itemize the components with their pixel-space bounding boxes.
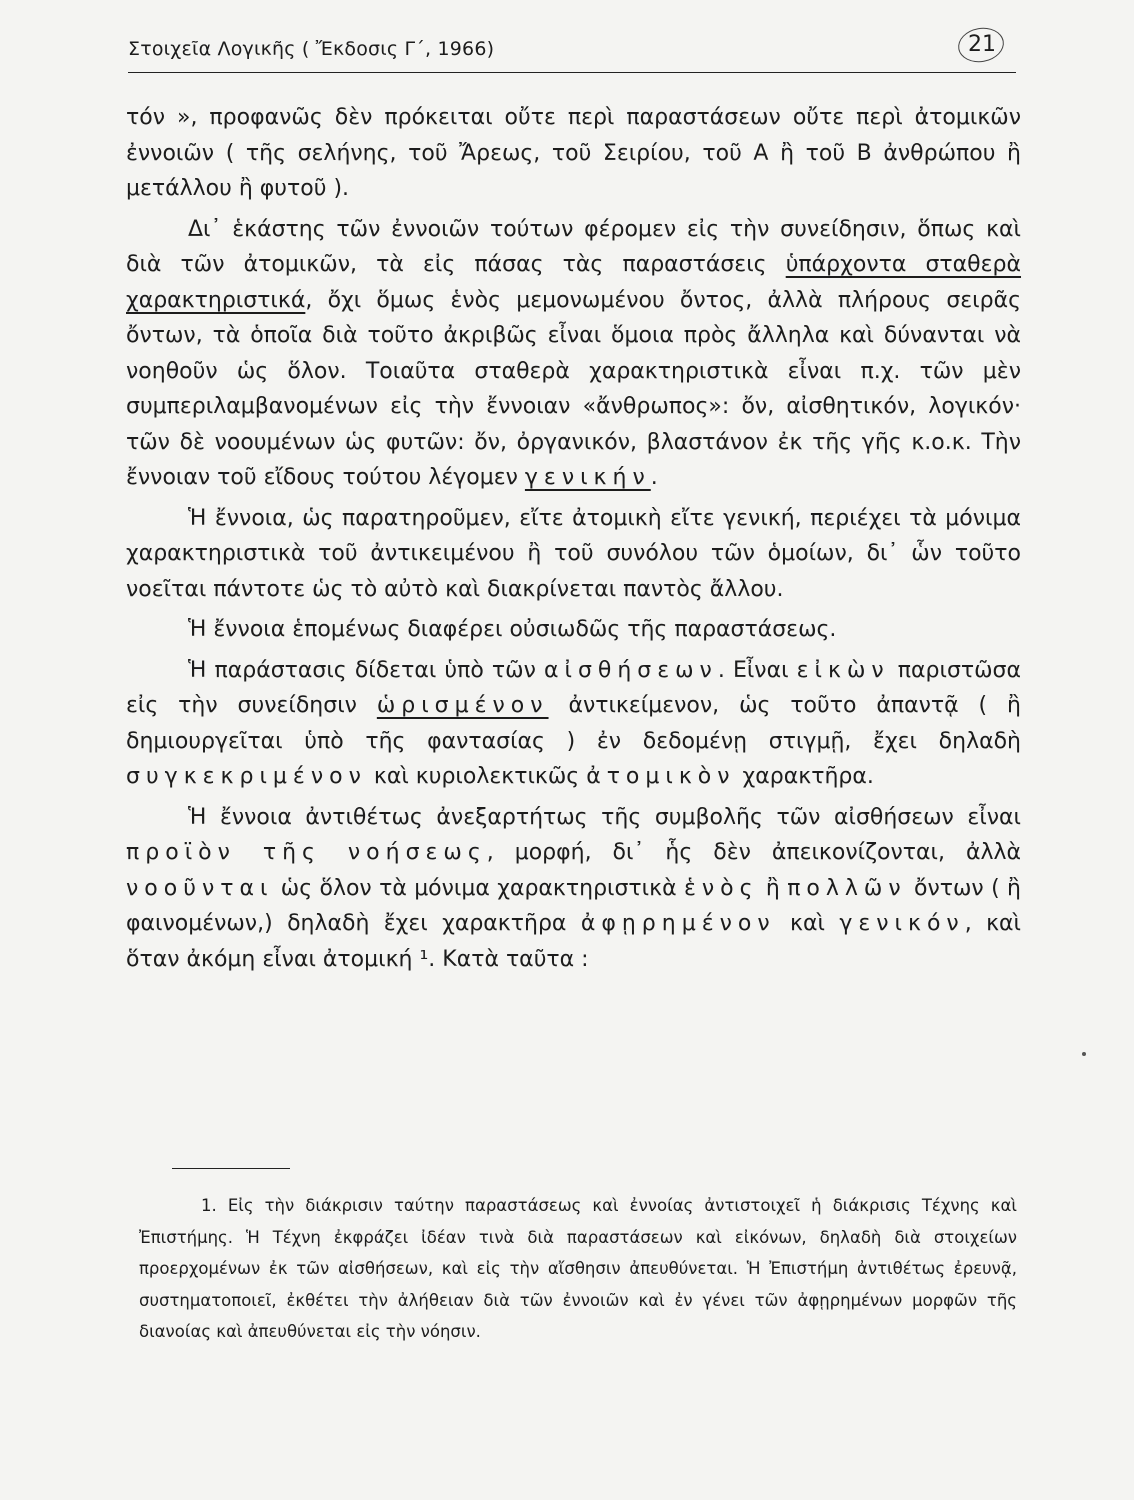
p6-text-a: Ἡ ἔννοια ἀντιθέτως ἀνεξαρτήτως τῆς συμβολῆς τῶν αἰσθήσεων εἶναι (188, 804, 1021, 830)
p5-text-a: Ἡ παράστασις δίδεται ὑπὸ τῶν (188, 657, 544, 683)
header-rule (128, 72, 1016, 73)
p5-text-f: χαρακτῆρα. (735, 764, 874, 789)
paragraph-2-end: . (650, 465, 658, 490)
paragraph-5 (126, 653, 1021, 795)
p6-text-g: , καὶ ὅταν ἀκόμη εἶναι ἀτομική ¹. Κατὰ ταῦτα : (126, 911, 1021, 972)
paragraph-6 (126, 800, 1021, 978)
p5-text-e: καὶ κυριολεκτικῶς (366, 764, 587, 789)
running-title: Στοιχεῖα Λογικῆς ( Ἔκδοσις Γ΄, 1966) (128, 38, 495, 60)
main-text (126, 100, 1021, 977)
paragraph-2-text-a: Δι᾽ ἑκάστης τῶν ἐννοιῶν τούτων φέρομεν εἰς τὴν συνείδησιν, ὅπως καὶ διὰ τῶν ἀτομικῶν, τὰ εἰς πάσας τὰς παραστάσεις (126, 216, 1021, 277)
spaced-term-aisthiseon: αἰσθήσεων (544, 657, 718, 683)
spaced-term-proion: προϊὸν τῆς νοήσεως (126, 840, 487, 865)
p6-text-f: καὶ (775, 911, 840, 936)
scan-speck (1082, 1052, 1086, 1056)
paragraph-2 (126, 212, 1021, 496)
spaced-term-orismenon: ὡρισμένον (376, 693, 549, 718)
spaced-term-afirimenon: ἀφῃρημένον (580, 911, 776, 936)
spaced-term-atomikon: ἀτομικὸν (586, 764, 736, 789)
paragraph-4: Ἡ ἔννοια ἑπομένως διαφέρει οὐσιωδῶς τῆς παραστάσεως. (188, 617, 837, 642)
spaced-term-pollon: πολλῶν (787, 875, 907, 901)
p5-text-b: . Εἶναι (717, 657, 797, 683)
spaced-term-genikon: γενικόν (839, 911, 965, 936)
paragraph-3: Ἡ ἔννοια, ὡς παρατηροῦμεν, εἴτε ἀτομικὴ εἴτε γενική, περιέχει τὰ μόνιμα χαρακτηριστικὰ τοῦ ἀντικειμένου ἢ τοῦ συνόλου τῶν ὁμοίων, δι᾽ ὧν τοῦτο νοεῖται πάντοτε ὡς τὸ αὐτὸ καὶ διακρίνεται παντὸς ἄλλου. (126, 505, 1021, 602)
footnote (139, 1190, 1017, 1348)
underlined-phrase: ὑπάρχοντα σταθερὰ χαρακτηριστικά (126, 252, 1022, 313)
paragraph-1: τόν », προφανῶς δὲν πρόκειται οὔτε περὶ παραστάσεων οὔτε περὶ ἀτομικῶν ἐννοιῶν ( τῆς σελήνης, τοῦ Ἄρεως, τοῦ Σειρίου, τοῦ Α ἢ τοῦ Β ἀνθρώπου ἢ μετάλλου ἢ φυτοῦ ). (126, 105, 1021, 201)
footnote-1: 1. Εἰς τὴν διάκρισιν ταύτην παραστάσεως καὶ ἐννοίας ἀντιστοιχεῖ ἡ διάκρισις Τέχνης καὶ Ἐπιστήμης. Ἡ Τέχνη ἐκφράζει ἰδέαν τινὰ διὰ παραστάσεων καὶ εἰκόνων, δηλαδὴ διὰ στοιχείων προερχομένων ἐκ τῶν αἰσθήσεων, καὶ εἰς τὴν αἴσθησιν ἀπευθύνεται. Ἡ Ἐπιστήμη ἀντιθέτως ἐρευνᾷ, συστηματοποιεῖ, ἐκθέτει τὴν ἀλήθειαν διὰ τῶν ἐννοιῶν καὶ ἐν γένει τῶν ἀφῃρημένων μορφῶν τῆς διανοίας καὶ ἀπευθύνεται εἰς τὴν νόησιν. (139, 1196, 1017, 1341)
spaced-term-genikin: γενικήν (524, 465, 651, 490)
p5-text-c: παριστῶσα εἰς τὴν συνείδησιν (126, 657, 1021, 718)
spaced-term-eikon: εἰκὼν (796, 657, 890, 683)
spaced-term-noountai: νοοῦνται (126, 875, 274, 901)
p6-text-e: ὄντων ( ἢ φαινομένων,) δηλαδὴ ἔχει χαρακτῆρα (126, 875, 1021, 936)
p6-text-d: ἢ (758, 875, 788, 901)
p6-text-b: , μορφή, δι᾽ ἧς δὲν ἀπεικονίζονται, ἀλλὰ (486, 840, 1021, 865)
paragraph-2-text-b: , ὄχι ὅμως ἑνὸς μεμονωμένου ὄντος, ἀλλὰ πλήρους σειρᾶς ὄντων, τὰ ὁποῖα διὰ τοῦτο ἀκριβῶς εἶναι ὅμοια πρὸς ἄλληλα καὶ δύνανται νὰ νοηθοῦν ὡς ὅλον. Τοιαῦτα σταθερὰ χαρακτηριστικὰ εἶναι π.χ. τῶν μὲν συμπεριλαμβανομένων εἰς τὴν ἔννοιαν «ἄνθρωπος»: ὄν, αἰσθητικόν, λογικόν· τῶν δὲ νοουμένων ὡς φυτῶν: ὄν, ὀργανικόν, βλαστάνον ἐκ τῆς γῆς κ.ο.κ. Τὴν ἔννοιαν τοῦ εἴδους τούτου λέγομεν (126, 287, 1021, 490)
spaced-term-synkekrimenon: συγκεκριμένον (126, 764, 367, 789)
spaced-term-enos: ἑνὸς (683, 875, 759, 901)
p6-text-c: ὡς ὅλον τὰ μόνιμα χαρακτηριστικὰ (273, 875, 684, 901)
page-number: 21 (968, 32, 996, 57)
p5-text-d: ἀντικείμενον, ὡς τοῦτο ἀπαντᾷ ( ἢ δημιουργεῖται ὑπὸ τῆς φαντασίας ) ἐν δεδομένῃ στιγμῇ, ἔχει δηλαδὴ (126, 693, 1021, 754)
footnote-rule (172, 1168, 290, 1169)
